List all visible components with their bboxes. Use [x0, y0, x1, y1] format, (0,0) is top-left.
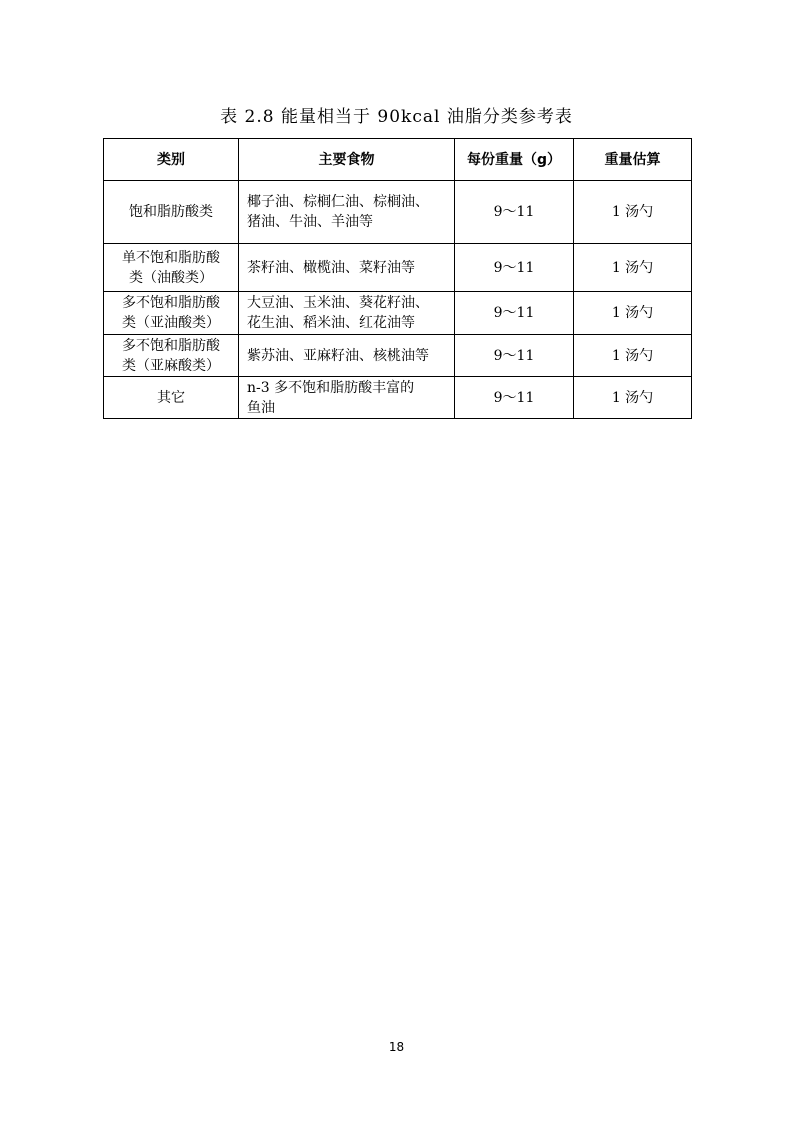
- food-line: 茶籽油、橄榄油、菜籽油等: [247, 259, 415, 276]
- category-line: 类（亚麻酸类）: [122, 357, 220, 374]
- cell-estimate: 1 汤勺: [574, 292, 692, 335]
- category-line: 多不饱和脂肪酸: [122, 295, 220, 311]
- header-weight-per-serving: 每份重量（g）: [455, 139, 574, 181]
- food-line: n-3 多不饱和脂肪酸丰富的: [247, 379, 415, 396]
- table-row: [104, 292, 692, 335]
- cell-food: [239, 244, 455, 292]
- cell-weight: 9～11: [455, 377, 574, 419]
- cell-category: [104, 292, 239, 335]
- table-caption: 表 2.8 能量相当于 90kcal 油脂分类参考表: [220, 107, 573, 127]
- header-weight-estimate: 重量估算: [574, 139, 692, 181]
- cell-weight: 9～11: [455, 244, 574, 292]
- cell-category: [104, 181, 239, 244]
- food-line: 大豆油、玉米油、葵花籽油、: [247, 295, 429, 311]
- cell-weight: 9～11: [455, 335, 574, 377]
- header-main-food: 主要食物: [239, 139, 455, 181]
- page-number: 18: [388, 1040, 405, 1054]
- category-line: 多不饱和脂肪酸: [122, 337, 220, 354]
- cell-weight: 9～11: [455, 292, 574, 335]
- food-line: 紫苏油、亚麻籽油、核桃油等: [247, 347, 429, 364]
- category-line: 其它: [157, 389, 185, 406]
- food-line: 猪油、牛油、羊油等: [247, 214, 373, 230]
- cell-category: [104, 244, 239, 292]
- category-line: 类（亚油酸类）: [122, 315, 220, 331]
- cell-category: [104, 335, 239, 377]
- category-line: 类（油酸类）: [129, 269, 213, 286]
- cell-estimate: 1 汤勺: [574, 244, 692, 292]
- cell-estimate: 1 汤勺: [574, 181, 692, 244]
- cell-food: [239, 335, 455, 377]
- category-line: 饱和脂肪酸类: [129, 204, 213, 220]
- oil-classification-table: [103, 138, 692, 419]
- header-category: 类别: [104, 139, 239, 181]
- table-row: [104, 377, 692, 419]
- category-line: 单不饱和脂肪酸: [122, 249, 220, 266]
- table-row: [104, 335, 692, 377]
- food-line: 椰子油、棕榈仁油、棕榈油、: [247, 194, 429, 210]
- cell-estimate: 1 汤勺: [574, 335, 692, 377]
- cell-category: [104, 377, 239, 419]
- table-row: [104, 181, 692, 244]
- cell-food: [239, 292, 455, 335]
- cell-weight: 9～11: [455, 181, 574, 244]
- food-line: 鱼油: [247, 399, 275, 416]
- cell-estimate: 1 汤勺: [574, 377, 692, 419]
- cell-food: [239, 181, 455, 244]
- cell-food: [239, 377, 455, 419]
- table-header-row: [104, 139, 692, 181]
- table-row: [104, 244, 692, 292]
- food-line: 花生油、稻米油、红花油等: [247, 315, 415, 331]
